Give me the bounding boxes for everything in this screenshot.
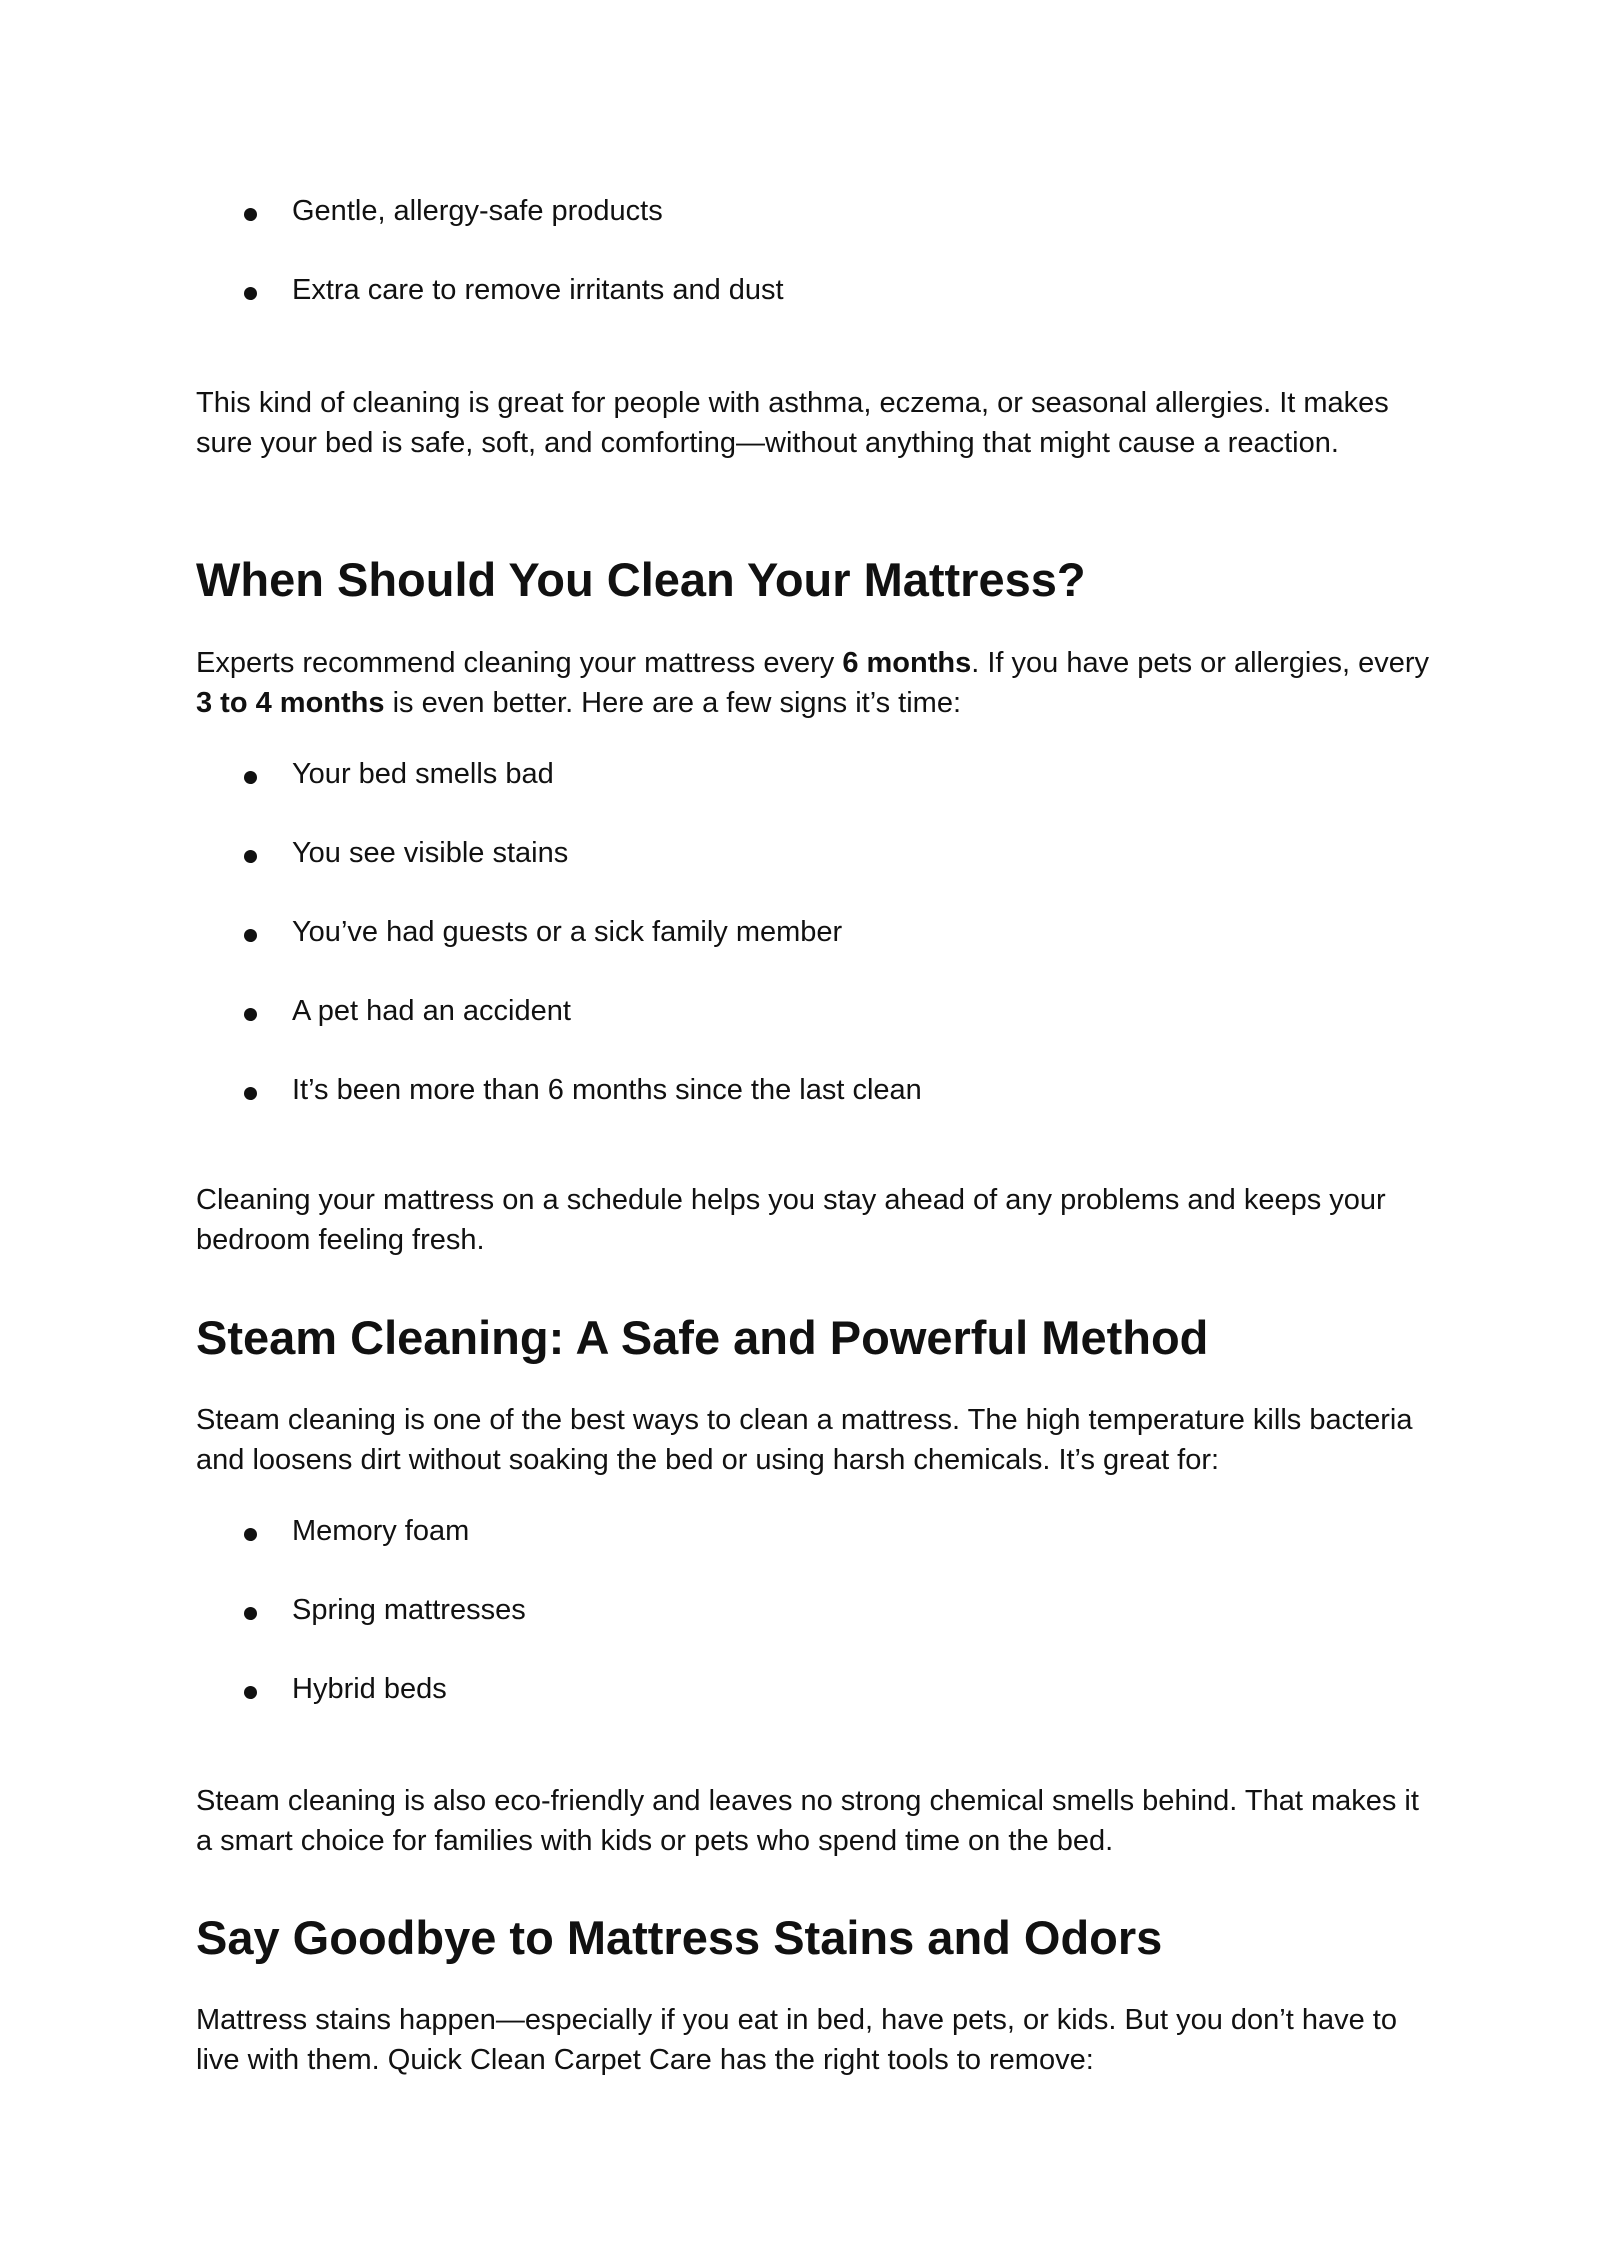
intro-bold-text: 6 months <box>842 647 972 679</box>
list-item-text: Spring mattresses <box>292 1594 526 1626</box>
when-intro-paragraph <box>196 643 1436 723</box>
list-item <box>196 835 922 871</box>
intro-text: . If you have pets or allergies, every <box>971 647 1430 679</box>
list-item <box>196 1072 922 1108</box>
cleaning-signs-list <box>196 756 922 1151</box>
intro-text: Experts recommend cleaning your mattress every <box>196 647 843 679</box>
list-item-text: Extra care to remove irritants and dust <box>292 274 784 306</box>
bullet-icon <box>244 1528 257 1541</box>
when-outro-paragraph: Cleaning your mattress on a schedule helps you stay ahead of any problems and keeps your bedroom feeling fresh. <box>196 1184 1386 1256</box>
mattress-types-list <box>196 1513 526 1750</box>
bullet-icon <box>244 1607 257 1620</box>
bullet-icon <box>244 1087 257 1100</box>
bullet-icon <box>244 287 257 300</box>
list-item <box>196 993 922 1029</box>
bullet-icon <box>244 1008 257 1021</box>
list-item <box>196 1592 526 1628</box>
steam-outro-paragraph: Steam cleaning is also eco-friendly and leaves no strong chemical smells behind. That makes it a smart choice for families with kids or pets who spend time on the bed. <box>196 1785 1419 1857</box>
list-item-text: It’s been more than 6 months since the last clean <box>292 1074 922 1106</box>
intro-bold-text: 3 to 4 months <box>196 687 385 719</box>
section-heading-stains: Say Goodbye to Mattress Stains and Odors <box>196 1911 1163 1964</box>
list-item-text: Memory foam <box>292 1515 470 1547</box>
list-item <box>196 1513 526 1549</box>
list-item <box>196 756 922 792</box>
allergy-paragraph: This kind of cleaning is great for people with asthma, eczema, or seasonal allergies. It makes sure your bed is safe, soft, and comforting—without anything that might cause a reaction. <box>196 387 1389 459</box>
bullet-icon <box>244 771 257 784</box>
bullet-icon <box>244 850 257 863</box>
allergy-care-list <box>196 193 784 351</box>
list-item <box>196 193 784 229</box>
list-item-text: A pet had an accident <box>292 995 571 1027</box>
section-heading-when: When Should You Clean Your Mattress? <box>196 553 1086 606</box>
list-item-text: You see visible stains <box>292 837 569 869</box>
intro-text: is even better. Here are a few signs it’s time: <box>384 687 962 719</box>
list-item-text: You’ve had guests or a sick family member <box>292 916 843 948</box>
list-item <box>196 1671 526 1707</box>
list-item-text: Gentle, allergy-safe products <box>292 195 663 227</box>
stains-intro-paragraph: Mattress stains happen—especially if you eat in bed, have pets, or kids. But you don’t have to live with them. Quick Clean Carpet Care has the right tools to remove: <box>196 2004 1397 2076</box>
list-item <box>196 272 784 308</box>
list-item-text: Hybrid beds <box>292 1673 447 1705</box>
bullet-icon <box>244 1686 257 1699</box>
bullet-icon <box>244 929 257 942</box>
bullet-icon <box>244 208 257 221</box>
steam-intro-paragraph: Steam cleaning is one of the best ways to clean a mattress. The high temperature kills bacteria and loosens dirt without soaking the bed or using harsh chemicals. It’s great for: <box>196 1404 1413 1476</box>
list-item-text: Your bed smells bad <box>292 758 554 790</box>
section-heading-steam: Steam Cleaning: A Safe and Powerful Method <box>196 1311 1209 1364</box>
list-item <box>196 914 922 950</box>
